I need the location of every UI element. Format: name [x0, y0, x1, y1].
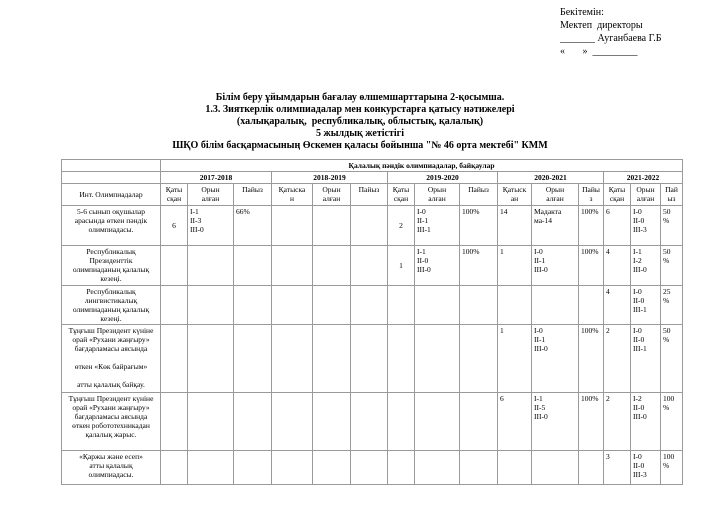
document-heading — [0, 92, 720, 152]
table-cell: I-0 II-0 III-3 — [631, 206, 661, 246]
table-cell: 100% — [579, 246, 604, 286]
table-cell: I-0 II-1 III-0 — [532, 246, 579, 286]
table-cell: 6 — [161, 206, 188, 246]
table-cell — [351, 286, 388, 325]
table-cell — [234, 246, 272, 286]
table-cell — [460, 325, 498, 393]
row-name: Тұңғыш Президент күніне орай «Рухани жаңғыру» бағдарламасы аясында өткен «Көк байрағым» атты қалалық байқау. — [62, 325, 161, 393]
year-header: 2020-2021 — [498, 172, 604, 184]
table-cell: 100 % — [661, 451, 683, 485]
table-cell — [415, 393, 460, 451]
year-row — [62, 172, 683, 184]
first-col-header: Инт. Олимпиадалар — [62, 184, 161, 206]
row-name: 5-6 сынып оқушылар арасында өткен пәндік олимпиадасы. — [62, 206, 161, 246]
table-cell: 100% — [579, 206, 604, 246]
heading-line-5: ШҚО білім басқармасының Өскемен қаласы бойынша "№ 46 орта мектебі" КММ — [172, 140, 548, 151]
table-cell — [272, 206, 313, 246]
table-cell — [161, 246, 188, 286]
table-cell — [415, 451, 460, 485]
table-cell — [415, 325, 460, 393]
results-table — [61, 159, 683, 485]
section-title-row — [62, 160, 683, 172]
col-header: Қаты сқан — [604, 184, 631, 206]
table-cell — [351, 393, 388, 451]
col-header: Пай ыз — [661, 184, 683, 206]
table-cell — [351, 451, 388, 485]
table-cell: I-1 II-3 III-0 — [188, 206, 234, 246]
table-cell — [313, 246, 351, 286]
row-name: Республикалық Президенттік олимпиаданың қалалық кезеңі. — [62, 246, 161, 286]
table-cell — [313, 451, 351, 485]
table-cell: 14 — [498, 206, 532, 246]
table-cell: 50 % — [661, 325, 683, 393]
table-cell: I-0 II-0 III-3 — [631, 451, 661, 485]
table-cell — [272, 286, 313, 325]
table-cell: 100 % — [661, 393, 683, 451]
table-cell: 50 % — [661, 206, 683, 246]
table-cell: I-2 II-0 III-0 — [631, 393, 661, 451]
table-cell — [498, 286, 532, 325]
row-name: «Қаржы және есеп» атты қалалық олимпиадасы. — [62, 451, 161, 485]
col-header: Қаты сқан — [388, 184, 415, 206]
table-cell — [351, 206, 388, 246]
col-header: Пайы з — [579, 184, 604, 206]
table-cell — [532, 286, 579, 325]
table-cell — [161, 286, 188, 325]
table-cell — [188, 286, 234, 325]
table-cell — [234, 325, 272, 393]
col-header: Орын алған — [188, 184, 234, 206]
table-cell — [579, 286, 604, 325]
table-cell — [388, 451, 415, 485]
table-row — [62, 451, 683, 485]
table-cell — [272, 246, 313, 286]
table-cell — [313, 206, 351, 246]
table-cell: 6 — [604, 206, 631, 246]
table-cell: 25 % — [661, 286, 683, 325]
table-cell — [188, 325, 234, 393]
table-cell — [351, 325, 388, 393]
heading-line-2: 1.3. Зияткерлік олимпиадалар мен конкурстарға қатысу нәтижелері — [205, 104, 515, 115]
table-cell — [161, 393, 188, 451]
table-cell: 100% — [579, 393, 604, 451]
table-cell: Мадакта ма-14 — [532, 206, 579, 246]
table-cell — [188, 451, 234, 485]
table-row — [62, 325, 683, 393]
heading-line-4: 5 жылдық жетістігі — [316, 128, 404, 139]
year-header: 2019-2020 — [388, 172, 498, 184]
table-cell — [313, 325, 351, 393]
table-cell — [272, 325, 313, 393]
col-header: Орын алған — [631, 184, 661, 206]
table-cell — [388, 286, 415, 325]
table-cell — [460, 393, 498, 451]
year-header: 2021-2022 — [604, 172, 683, 184]
col-header: Орын алған — [532, 184, 579, 206]
table-cell: I-0 II-1 III-0 — [532, 325, 579, 393]
table-cell — [272, 393, 313, 451]
table-cell — [415, 286, 460, 325]
table-cell — [234, 286, 272, 325]
table-cell: I-0 II-0 III-1 — [631, 286, 661, 325]
heading-line-1: Білім беру ұйымдарын бағалау өлшемшарттарына 2-қосымша. — [215, 92, 505, 103]
approval-date: « » _________ — [560, 46, 638, 57]
table-cell: I-0 II-1 III-1 — [415, 206, 460, 246]
col-header: Пайыз — [460, 184, 498, 206]
table-cell: 1 — [498, 325, 532, 393]
approval-block — [560, 6, 662, 58]
table-cell: 100% — [579, 325, 604, 393]
table-cell — [579, 451, 604, 485]
section-title: Қалалық пәндік олимпиадалар, байқаулар — [161, 160, 683, 172]
row-name: Тұңғыш Президент күніне орай «Рухани жаңғыру» бағдарламасы аясында өткен робототехникадан қалалық жарыс. — [62, 393, 161, 451]
table-cell: 6 — [498, 393, 532, 451]
table-cell: 100% — [460, 206, 498, 246]
col-header: Қатыска н — [272, 184, 313, 206]
year-header: 2018-2019 — [272, 172, 388, 184]
heading-line-3: (халықаралық, республикалық, облыстық, қалалық) — [236, 116, 484, 127]
table-cell: I-1 I-2 III-0 — [631, 246, 661, 286]
col-header: Пайыз — [351, 184, 388, 206]
table-cell: 100% — [460, 246, 498, 286]
approval-title: Бекітемін: — [560, 7, 604, 18]
table-cell — [460, 286, 498, 325]
table-cell — [351, 246, 388, 286]
table-cell — [313, 393, 351, 451]
table-cell: 66% — [234, 206, 272, 246]
col-header: Орын алған — [313, 184, 351, 206]
table-cell — [498, 451, 532, 485]
table-cell: I-1 II-5 III-0 — [532, 393, 579, 451]
approval-signature: _______ Ауганбаева Г.Б — [560, 33, 662, 44]
col-header: Орын алған — [415, 184, 460, 206]
table-cell — [188, 246, 234, 286]
table-cell: 4 — [604, 246, 631, 286]
table-cell: 50 % — [661, 246, 683, 286]
table-cell: I-1 II-0 III-0 — [415, 246, 460, 286]
table-cell — [161, 325, 188, 393]
col-header: Қаты сқан — [161, 184, 188, 206]
table-cell: 1 — [498, 246, 532, 286]
table-cell — [388, 393, 415, 451]
table-cell — [234, 451, 272, 485]
table-cell: 2 — [388, 206, 415, 246]
row-name: Республикалық лингвистикалық олимпиаданың қалалық кезеңі. — [62, 286, 161, 325]
column-header-row — [62, 184, 683, 206]
approval-position: Мектеп директоры — [560, 20, 643, 31]
table-cell — [388, 325, 415, 393]
table-row — [62, 206, 683, 246]
table-cell — [272, 451, 313, 485]
table-cell — [460, 451, 498, 485]
table-cell: 4 — [604, 286, 631, 325]
table-cell: 2 — [604, 325, 631, 393]
year-header: 2017-2018 — [161, 172, 272, 184]
table-cell: 3 — [604, 451, 631, 485]
col-header: Қатыск ан — [498, 184, 532, 206]
table-cell: 1 — [388, 246, 415, 286]
table-cell: 2 — [604, 393, 631, 451]
table-cell — [188, 393, 234, 451]
table-cell — [313, 286, 351, 325]
table-row — [62, 393, 683, 451]
table-cell: I-0 II-0 III-1 — [631, 325, 661, 393]
table-cell — [532, 451, 579, 485]
table-row — [62, 246, 683, 286]
table-cell — [234, 393, 272, 451]
col-header: Пайыз — [234, 184, 272, 206]
table-row — [62, 286, 683, 325]
table-cell — [161, 451, 188, 485]
